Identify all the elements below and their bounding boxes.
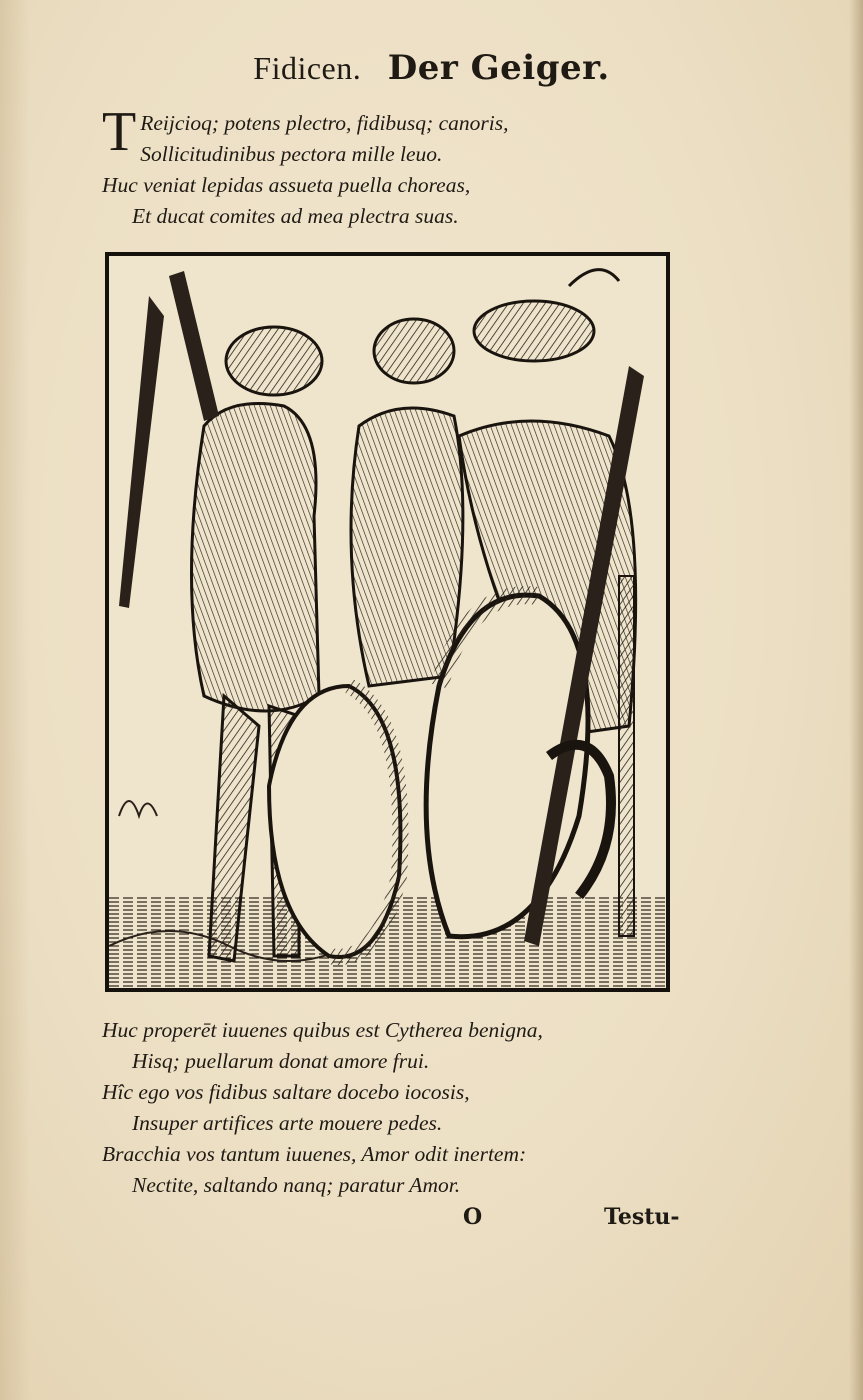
verse-top-line [102, 139, 702, 170]
verse-bottom-text: Bracchia vos tantum iuuenes, Amor odit inertem: [102, 1142, 527, 1166]
gutter-shadow [0, 0, 30, 1400]
verse-bottom-text: Hîc ego vos fidibus saltare docebo iocosis, [102, 1080, 470, 1104]
verse-bottom-text: Nectite, saltando nanq; paratur Amor. [132, 1173, 461, 1197]
verse-bottom-line [102, 1139, 702, 1170]
verse-bottom-line [102, 1015, 702, 1046]
verse-top-text: Et ducat comites ad mea plectra suas. [132, 204, 459, 228]
signature-mark: O [463, 1204, 483, 1230]
drop-cap: T [102, 101, 137, 163]
title-latin: Fidicen. [253, 50, 362, 86]
verse-top [102, 101, 702, 232]
page-edge [849, 0, 863, 1400]
verse-bottom-text: Insuper artifices arte mouere pedes. [132, 1111, 443, 1135]
verse-bottom-text: Huc properēt iuuenes quibus est Cytherea benigna, [102, 1018, 543, 1042]
verse-bottom-line [102, 1170, 702, 1201]
verse-top-line [102, 170, 702, 201]
verse-top-line [102, 201, 702, 232]
title-german: Der Geiger. [387, 48, 610, 88]
verse-bottom-line [102, 1077, 702, 1108]
verse-bottom-line [102, 1046, 702, 1077]
verse-bottom [102, 1015, 702, 1201]
verse-bottom-line [102, 1108, 702, 1139]
verse-top-text: Sollicitudinibus pectora mille leuo. [140, 142, 443, 166]
pencil-annotation [695, 0, 832, 144]
verse-bottom-text: Hisq; puellarum donat amore frui. [132, 1049, 430, 1073]
verse-top-text: Huc veniat lepidas assueta puella choreas, [102, 173, 471, 197]
woodcut-illustration [105, 252, 670, 992]
verse-top-text: Reijcioq; potens plectro, fidibusq; canoris, [140, 111, 509, 135]
catchword: Testu- [604, 1204, 680, 1230]
